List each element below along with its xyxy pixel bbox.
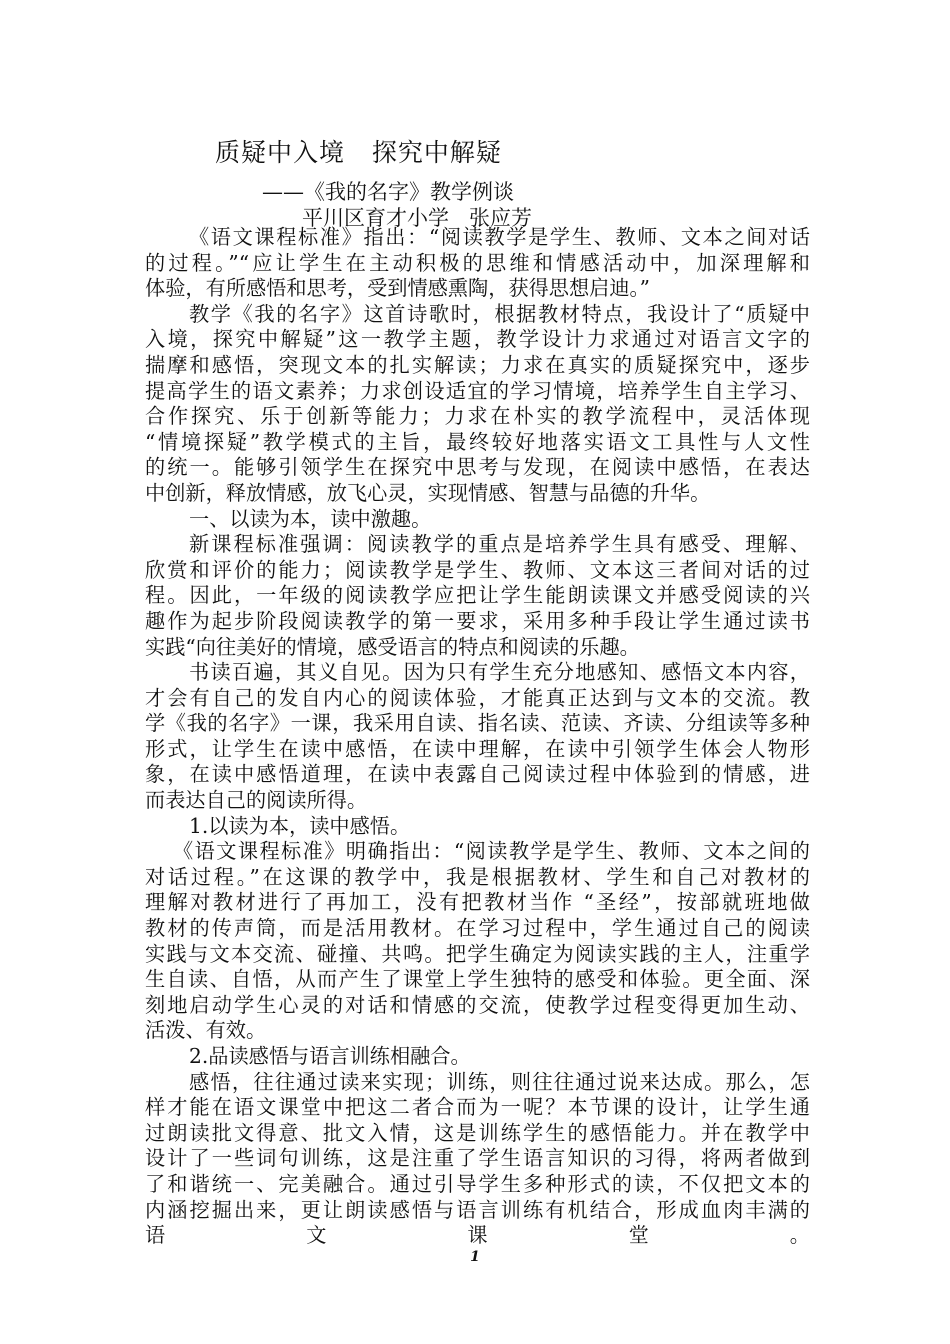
body-line: 设计了一些词句训练，这是注重了学生语言知识的习得，将两者做到 — [145, 1146, 810, 1171]
body-line: 才会有自己的发自内心的阅读体验，才能真正达到与文本的交流。教 — [145, 685, 810, 710]
body-line: 而表达自己的阅读所得。 — [145, 788, 368, 813]
body-line: 的过程。”“应让学生在主动积极的思维和情感活动中，加深理解和 — [145, 250, 810, 275]
body-line: 教学《我的名字》这首诗歌时，根据教材特点，我设计了“质疑中 — [189, 301, 810, 326]
body-line: 揣摩和感悟，突现文本的扎实解读；力求在真实的质疑探究中，逐步 — [145, 352, 810, 377]
body-line: 象，在读中感悟道理，在读中表露自己阅读过程中体验到的情感，进 — [145, 762, 810, 787]
body-line: 过朗读批文得意、批文入情，这是训练学生的感悟能力。并在教学中 — [145, 1120, 810, 1145]
document-title: 质疑中入境 探究中解疑 — [215, 138, 502, 167]
body-line: 理解对教材进行了再加工，没有把教材当作 “圣经”，按部就班地做 — [145, 890, 810, 915]
body-line: 感悟，往往通过读来实现；训练，则往往通过说来达成。那么，怎 — [189, 1069, 810, 1094]
body-line: 趣作为起步阶段阅读教学的第一要求，采用多种手段让学生通过读书 — [145, 608, 810, 633]
body-line: 样才能在语文课堂中把这二者合而为一呢？本节课的设计，让学生通 — [145, 1095, 810, 1120]
body-line: 体验，有所感悟和思考，受到情感熏陶，获得思想启迪。” — [145, 276, 650, 301]
body-line: 教材的传声筒，而是活用教材。在学习过程中，学生通过自己的阅读 — [145, 916, 810, 941]
body-line: 《语文课程标准》明确指出：“阅读教学是学生、教师、文本之间的 — [173, 839, 810, 864]
body-line: 程。因此，一年级的阅读教学应把让学生能朗读课文并感受阅读的兴 — [145, 583, 810, 608]
body-line: 内涵挖掘出来，更让朗读感悟与语言训练有机结合，形成血肉丰满的 — [145, 1197, 810, 1222]
subsection-heading: 1.以读为本，读中感悟。 — [189, 813, 411, 838]
body-line: 入境，探究中解疑”这一教学主题，教学设计力求通过对语言文字的 — [145, 327, 810, 352]
document-author: 平川区育才小学 张应芳 — [302, 206, 533, 230]
body-line: 《语文课程标准》指出：“阅读教学是学生、教师、文本之间对话 — [189, 225, 810, 249]
body-line: 合作探究、乐于创新等能力；力求在朴实的教学流程中，灵活体现 — [145, 404, 810, 429]
body-line: 了和谐统一、完美融合。通过引导学生多种形式的读，不仅把文本的 — [145, 1171, 810, 1196]
body-line: 实践“向往美好的情境，感受语言的特点和阅读的乐趣。 — [145, 634, 640, 659]
body-line: 刻地启动学生心灵的对话和情感的交流，使教学过程变得更加生动、 — [145, 992, 810, 1017]
body-line: 实践与文本交流、碰撞、共鸣。把学生确定为阅读实践的主人，注重学 — [145, 941, 810, 966]
body-line: 形式，让学生在读中感悟，在读中理解，在读中引领学生体会人物形 — [145, 736, 810, 761]
body-line: 对话过程。”在这课的教学中，我是根据教材、学生和自己对教材的 — [145, 864, 810, 889]
body-line: 新课程标准强调：阅读教学的重点是培养学生具有感受、理解、 — [189, 532, 810, 557]
body-line: 书读百遍，其义自见。因为只有学生充分地感知、感悟文本内容， — [189, 660, 810, 685]
body-line: 语文课堂。 — [145, 1223, 810, 1248]
body-line: 活泼、有效。 — [145, 1018, 267, 1043]
subsection-heading: 2.品读感悟与语言训练相融合。 — [189, 1044, 471, 1068]
body-line: 中创新，释放情感，放飞心灵，实现情感、智慧与品德的升华。 — [145, 480, 711, 505]
page-number: 1 — [470, 1249, 480, 1265]
section-heading: 一、以读为本，读中激趣。 — [189, 506, 432, 531]
document-body — [145, 225, 810, 1274]
body-line: 学《我的名字》一课，我采用自读、指名读、范读、齐读、分组读等多种 — [145, 711, 810, 736]
body-line: 欣赏和评价的能力；阅读教学是学生、教师、文本这三者间对话的过 — [145, 557, 810, 582]
body-line: 提高学生的语文素养；力求创设适宜的学习情境，培养学生自主学习、 — [145, 378, 810, 403]
document-subtitle: ——《我的名字》教学例谈 — [262, 180, 514, 204]
body-line: 的统一。能够引领学生在探究中思考与发现，在阅读中感悟，在表达 — [145, 455, 810, 480]
body-line: 生自读、自悟，从而产生了课堂上学生独特的感受和体验。更全面、深 — [145, 967, 810, 992]
body-line: “情境探疑”教学模式的主旨，最终较好地落实语文工具性与人文性 — [145, 429, 810, 454]
